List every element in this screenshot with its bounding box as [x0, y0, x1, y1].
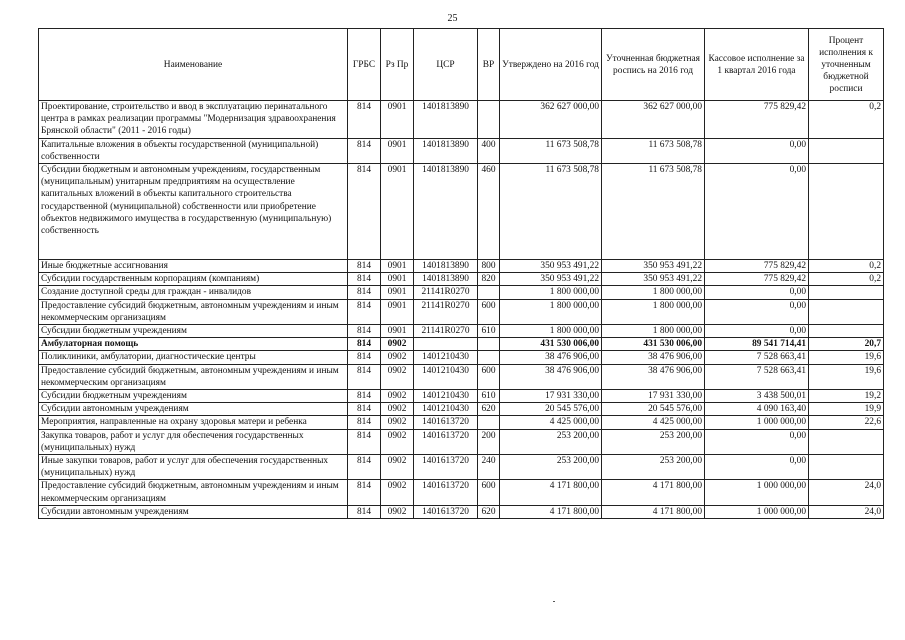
cell-grbs: 814	[348, 505, 381, 518]
cell-approved: 38 476 906,00	[500, 351, 602, 364]
cell-vr: 800	[478, 260, 500, 273]
budget-table	[38, 28, 884, 519]
cell-refined: 253 200,00	[602, 455, 705, 480]
table-row	[39, 325, 884, 338]
header-name: Наименование	[39, 29, 348, 101]
table-body	[39, 101, 884, 519]
cell-cash: 0,00	[705, 455, 809, 480]
cell-approved: 17 931 330,00	[500, 390, 602, 403]
cell-rzpr: 0902	[381, 480, 414, 505]
cell-approved: 362 627 000,00	[500, 101, 602, 139]
header-cash: Кассовое исполнение за 1 квартал 2016 года	[705, 29, 809, 101]
cell-percent: 24,0	[809, 480, 884, 505]
cell-csr: 1401613720	[414, 505, 478, 518]
table-row	[39, 416, 884, 429]
cell-approved: 1 800 000,00	[500, 299, 602, 324]
cell-vr	[478, 101, 500, 139]
page-number: 25	[447, 13, 458, 24]
cell-rzpr: 0901	[381, 164, 414, 260]
cell-grbs: 814	[348, 455, 381, 480]
cell-name: Субсидии государственным корпорациям (компаниям)	[39, 273, 348, 286]
cell-cash: 7 528 663,41	[705, 351, 809, 364]
cell-percent: 0,2	[809, 101, 884, 139]
cell-grbs: 814	[348, 390, 381, 403]
cell-refined: 4 425 000,00	[602, 416, 705, 429]
table-row	[39, 351, 884, 364]
cell-name: Капитальные вложения в объекты государственной (муниципальной) собственности	[39, 138, 348, 163]
cell-cash: 3 438 500,01	[705, 390, 809, 403]
cell-vr: 600	[478, 364, 500, 389]
cell-csr: 1401613720	[414, 429, 478, 454]
cell-rzpr: 0902	[381, 338, 414, 351]
cell-cash: 4 090 163,40	[705, 403, 809, 416]
cell-rzpr: 0902	[381, 364, 414, 389]
cell-csr: 1401813890	[414, 273, 478, 286]
cell-cash: 0,00	[705, 138, 809, 163]
cell-cash: 0,00	[705, 286, 809, 299]
cell-name: Субсидии бюджетным и автономным учреждениям, государственным (муниципальным) унитарным предприятиям на осуществление капитальных вложений в объекты капитального строительства государственной (муниципальной) собственности или приобретение объектов недвижимого имущества в государственную (муниципальную) собственность	[39, 164, 348, 260]
cell-csr: 1401613720	[414, 480, 478, 505]
cell-rzpr: 0902	[381, 416, 414, 429]
cell-percent: 19,6	[809, 364, 884, 389]
cell-grbs: 814	[348, 325, 381, 338]
cell-grbs: 814	[348, 429, 381, 454]
cell-cash: 775 829,42	[705, 260, 809, 273]
cell-approved: 11 673 508,78	[500, 138, 602, 163]
scan-artifact	[553, 601, 555, 602]
cell-refined: 362 627 000,00	[602, 101, 705, 139]
cell-csr	[414, 338, 478, 351]
cell-refined: 253 200,00	[602, 429, 705, 454]
cell-vr: 610	[478, 325, 500, 338]
cell-csr: 1401210430	[414, 351, 478, 364]
cell-approved: 253 200,00	[500, 429, 602, 454]
cell-name: Предоставление субсидий бюджетным, автономным учреждениям и иным некоммерческим организациям	[39, 364, 348, 389]
cell-csr: 1401813890	[414, 101, 478, 139]
cell-csr: 21141R0270	[414, 299, 478, 324]
cell-vr	[478, 338, 500, 351]
cell-approved: 1 800 000,00	[500, 286, 602, 299]
cell-cash: 1 000 000,00	[705, 416, 809, 429]
header-refined: Уточненная бюджетная роспись на 2016 год	[602, 29, 705, 101]
cell-rzpr: 0902	[381, 429, 414, 454]
table-row	[39, 138, 884, 163]
cell-csr: 1401210430	[414, 403, 478, 416]
cell-rzpr: 0901	[381, 273, 414, 286]
cell-name: Поликлиники, амбулатории, диагностические центры	[39, 351, 348, 364]
cell-cash: 0,00	[705, 429, 809, 454]
cell-refined: 4 171 800,00	[602, 505, 705, 518]
cell-vr: 820	[478, 273, 500, 286]
cell-rzpr: 0901	[381, 325, 414, 338]
cell-grbs: 814	[348, 164, 381, 260]
cell-rzpr: 0901	[381, 260, 414, 273]
cell-grbs: 814	[348, 273, 381, 286]
cell-percent	[809, 429, 884, 454]
cell-name: Субсидии автономным учреждениям	[39, 403, 348, 416]
cell-rzpr: 0901	[381, 286, 414, 299]
table-row	[39, 480, 884, 505]
cell-approved: 253 200,00	[500, 455, 602, 480]
cell-name: Предоставление субсидий бюджетным, автономным учреждениям и иным некоммерческим организациям	[39, 299, 348, 324]
header-row	[39, 29, 884, 101]
cell-refined: 11 673 508,78	[602, 164, 705, 260]
cell-percent	[809, 164, 884, 260]
cell-name: Иные бюджетные ассигнования	[39, 260, 348, 273]
cell-cash: 1 000 000,00	[705, 505, 809, 518]
cell-refined: 1 800 000,00	[602, 286, 705, 299]
cell-vr	[478, 351, 500, 364]
cell-percent: 22,6	[809, 416, 884, 429]
cell-vr: 240	[478, 455, 500, 480]
table-row	[39, 505, 884, 518]
cell-grbs: 814	[348, 299, 381, 324]
cell-percent: 0,2	[809, 260, 884, 273]
cell-grbs: 814	[348, 351, 381, 364]
table-row	[39, 260, 884, 273]
table-row	[39, 364, 884, 389]
cell-percent	[809, 138, 884, 163]
cell-rzpr: 0902	[381, 505, 414, 518]
cell-name: Иные закупки товаров, работ и услуг для обеспечения государственных (муниципальных) нужд	[39, 455, 348, 480]
cell-refined: 1 800 000,00	[602, 299, 705, 324]
table-row	[39, 164, 884, 260]
cell-cash: 0,00	[705, 299, 809, 324]
cell-rzpr: 0901	[381, 138, 414, 163]
cell-refined: 431 530 006,00	[602, 338, 705, 351]
cell-csr: 1401813890	[414, 164, 478, 260]
cell-vr	[478, 416, 500, 429]
cell-name: Субсидии автономным учреждениям	[39, 505, 348, 518]
cell-rzpr: 0902	[381, 351, 414, 364]
table-row	[39, 429, 884, 454]
cell-grbs: 814	[348, 286, 381, 299]
cell-approved: 4 171 800,00	[500, 505, 602, 518]
cell-refined: 4 171 800,00	[602, 480, 705, 505]
cell-percent: 19,6	[809, 351, 884, 364]
cell-rzpr: 0902	[381, 390, 414, 403]
cell-percent: 0,2	[809, 273, 884, 286]
cell-percent: 20,7	[809, 338, 884, 351]
table-row	[39, 403, 884, 416]
cell-approved: 350 953 491,22	[500, 260, 602, 273]
cell-grbs: 814	[348, 480, 381, 505]
cell-vr: 620	[478, 505, 500, 518]
cell-rzpr: 0901	[381, 101, 414, 139]
cell-refined: 350 953 491,22	[602, 273, 705, 286]
table-row	[39, 101, 884, 139]
header-rzpr: Рз Пр	[381, 29, 414, 101]
cell-csr: 1401613720	[414, 455, 478, 480]
cell-rzpr: 0902	[381, 403, 414, 416]
cell-approved: 350 953 491,22	[500, 273, 602, 286]
cell-percent: 24,0	[809, 505, 884, 518]
cell-vr: 200	[478, 429, 500, 454]
cell-percent	[809, 299, 884, 324]
cell-name: Мероприятия, направленные на охрану здоровья матери и ребенка	[39, 416, 348, 429]
cell-name: Субсидии бюджетным учреждениям	[39, 390, 348, 403]
table-row	[39, 455, 884, 480]
table-row	[39, 338, 884, 351]
cell-approved: 11 673 508,78	[500, 164, 602, 260]
cell-approved: 4 171 800,00	[500, 480, 602, 505]
cell-percent	[809, 325, 884, 338]
table-row	[39, 286, 884, 299]
cell-csr: 1401813890	[414, 260, 478, 273]
cell-percent: 19,9	[809, 403, 884, 416]
cell-grbs: 814	[348, 338, 381, 351]
header-csr: ЦСР	[414, 29, 478, 101]
cell-approved: 38 476 906,00	[500, 364, 602, 389]
cell-csr: 1401813890	[414, 138, 478, 163]
table-row	[39, 299, 884, 324]
cell-csr: 1401210430	[414, 390, 478, 403]
cell-cash: 775 829,42	[705, 273, 809, 286]
cell-percent: 19,2	[809, 390, 884, 403]
cell-csr: 21141R0270	[414, 325, 478, 338]
header-vr: ВР	[478, 29, 500, 101]
cell-vr	[478, 286, 500, 299]
cell-grbs: 814	[348, 364, 381, 389]
cell-name: Проектирование, строительство и ввод в эксплуатацию перинатального центра в рамках реализации программы "Модернизация здравоохранения Брянской области" (2011 - 2016 годы)	[39, 101, 348, 139]
cell-grbs: 814	[348, 260, 381, 273]
cell-rzpr: 0902	[381, 455, 414, 480]
cell-refined: 11 673 508,78	[602, 138, 705, 163]
cell-name: Закупка товаров, работ и услуг для обеспечения государственных (муниципальных) нужд	[39, 429, 348, 454]
cell-grbs: 814	[348, 403, 381, 416]
cell-refined: 17 931 330,00	[602, 390, 705, 403]
cell-refined: 38 476 906,00	[602, 364, 705, 389]
cell-percent	[809, 286, 884, 299]
table-row	[39, 390, 884, 403]
cell-cash: 89 541 714,41	[705, 338, 809, 351]
cell-approved: 20 545 576,00	[500, 403, 602, 416]
cell-approved: 1 800 000,00	[500, 325, 602, 338]
cell-name: Субсидии бюджетным учреждениям	[39, 325, 348, 338]
cell-approved: 4 425 000,00	[500, 416, 602, 429]
cell-percent	[809, 455, 884, 480]
cell-cash: 0,00	[705, 164, 809, 260]
cell-vr: 600	[478, 299, 500, 324]
cell-refined: 38 476 906,00	[602, 351, 705, 364]
cell-vr: 610	[478, 390, 500, 403]
cell-csr: 1401210430	[414, 364, 478, 389]
cell-cash: 0,00	[705, 325, 809, 338]
cell-cash: 7 528 663,41	[705, 364, 809, 389]
cell-vr: 600	[478, 480, 500, 505]
cell-csr: 1401613720	[414, 416, 478, 429]
cell-grbs: 814	[348, 138, 381, 163]
header-grbs: ГРБС	[348, 29, 381, 101]
header-percent: Процент исполнения к уточненным бюджетной росписи	[809, 29, 884, 101]
cell-csr: 21141R0270	[414, 286, 478, 299]
cell-name: Создание доступной среды для граждан - инвалидов	[39, 286, 348, 299]
header-approved: Утверждено на 2016 год	[500, 29, 602, 101]
cell-grbs: 814	[348, 101, 381, 139]
cell-vr: 400	[478, 138, 500, 163]
cell-refined: 1 800 000,00	[602, 325, 705, 338]
cell-name: Предоставление субсидий бюджетным, автономным учреждениям и иным некоммерческим организациям	[39, 480, 348, 505]
cell-refined: 20 545 576,00	[602, 403, 705, 416]
cell-vr: 620	[478, 403, 500, 416]
cell-cash: 1 000 000,00	[705, 480, 809, 505]
cell-name: Амбулаторная помощь	[39, 338, 348, 351]
cell-vr: 460	[478, 164, 500, 260]
cell-refined: 350 953 491,22	[602, 260, 705, 273]
cell-approved: 431 530 006,00	[500, 338, 602, 351]
cell-grbs: 814	[348, 416, 381, 429]
cell-rzpr: 0901	[381, 299, 414, 324]
table-row	[39, 273, 884, 286]
cell-cash: 775 829,42	[705, 101, 809, 139]
